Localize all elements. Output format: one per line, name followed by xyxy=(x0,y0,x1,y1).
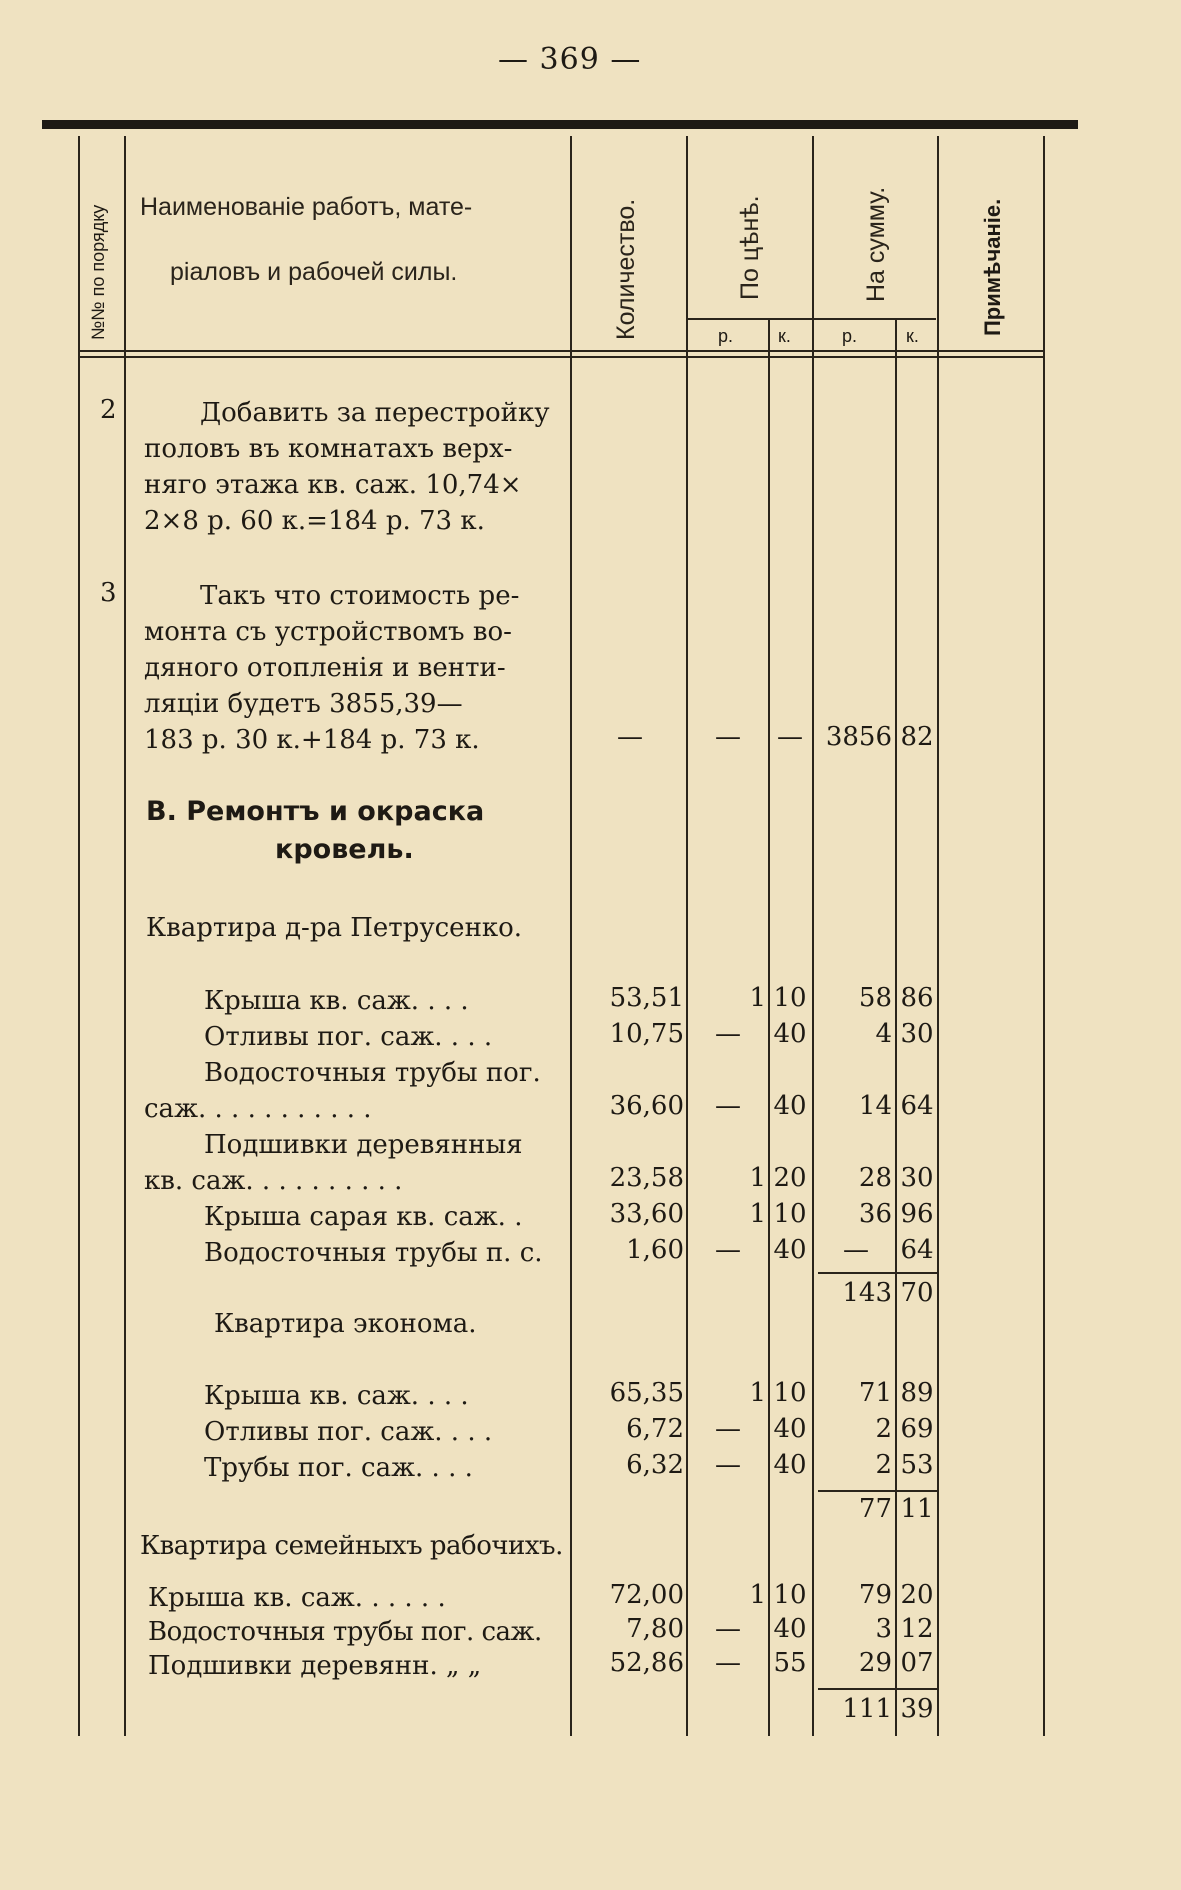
description-line: ляціи будетъ 3855,39— xyxy=(144,689,463,719)
sum-rub-cell: 36 xyxy=(858,1199,892,1229)
price-rub-cell: — xyxy=(715,1091,741,1121)
price-rub-cell: 1 xyxy=(749,1580,766,1610)
sum-kop-cell: 86 xyxy=(900,983,934,1013)
sum-kop-cell: 89 xyxy=(900,1378,934,1408)
item-label: саж. . . . . . . . . . . xyxy=(144,1094,372,1124)
header-sum-kop: к. xyxy=(906,326,919,346)
sum-rub-cell: 28 xyxy=(858,1163,892,1193)
sum-kop-cell: 30 xyxy=(900,1163,934,1193)
header-sum: На сумму. xyxy=(862,186,890,302)
subtotal-rub: 77 xyxy=(858,1494,892,1524)
item-label: Отливы пог. саж. . . . xyxy=(204,1022,493,1052)
page-number: — 369 — xyxy=(498,42,642,77)
price-kop-cell: 20 xyxy=(773,1163,807,1193)
qty-cell: 53,51 xyxy=(609,983,684,1013)
qty-cell: — xyxy=(617,722,643,752)
description-line: няго этажа кв. саж. 10,74× xyxy=(144,470,522,500)
subtotal-rub: 143 xyxy=(842,1278,892,1308)
item-label: Водосточныя трубы пог. xyxy=(204,1058,541,1088)
sum-rub-cell: 29 xyxy=(858,1648,892,1678)
sum-kop-cell: 12 xyxy=(900,1614,934,1644)
sum-kop-cell: 64 xyxy=(900,1091,934,1121)
qty-cell: 6,72 xyxy=(626,1414,684,1444)
header-bottom-rule xyxy=(80,350,1043,352)
desc-col-line xyxy=(570,136,572,1736)
header-price-kop: к. xyxy=(778,326,791,346)
item-label: кв. саж. . . . . . . . . . xyxy=(144,1166,403,1196)
price-rub-cell: — xyxy=(715,1019,741,1049)
description-line: Такъ что стоимость ре- xyxy=(200,581,520,611)
item-label: Крыша кв. саж. . . . . . xyxy=(148,1583,446,1613)
left-border xyxy=(78,136,80,1736)
sum-rub-cell: 2 xyxy=(875,1450,892,1480)
row-number: 3 xyxy=(100,578,117,608)
qty-cell: 36,60 xyxy=(609,1091,684,1121)
sum-kop-cell: 53 xyxy=(900,1450,934,1480)
header-name-line1: Наименованіе работъ, мате- xyxy=(140,193,473,221)
note-col-line xyxy=(1043,136,1045,1736)
sum-rub-cell: 14 xyxy=(858,1091,892,1121)
qty-col-line xyxy=(686,136,688,1736)
price-kop-cell: — xyxy=(777,722,803,752)
item-label: Крыша кв. саж. . . . xyxy=(204,986,469,1016)
sum-rub-cell: — xyxy=(843,1235,869,1265)
subtotal-rule xyxy=(818,1272,937,1274)
sum-rub-cell: 2 xyxy=(875,1414,892,1444)
description-line: монта съ устройствомъ во- xyxy=(144,617,512,647)
sum-rub-cell: 79 xyxy=(858,1580,892,1610)
price-kop-cell: 40 xyxy=(773,1235,807,1265)
price-rub-cell: 1 xyxy=(749,1199,766,1229)
header-name-line2: ріаловъ и рабочей силы. xyxy=(170,258,458,286)
price-kop-cell: 40 xyxy=(773,1019,807,1049)
item-label: Отливы пог. саж. . . . xyxy=(204,1417,493,1447)
sum-kop-cell: 20 xyxy=(900,1580,934,1610)
price-kop-cell: 10 xyxy=(773,1199,807,1229)
price-kop-cell: 10 xyxy=(773,1378,807,1408)
subtotal-rule xyxy=(818,1490,937,1492)
sum-col-line xyxy=(937,136,939,1736)
qty-cell: 1,60 xyxy=(626,1235,684,1265)
qty-cell: 72,00 xyxy=(609,1580,684,1610)
row-number: 2 xyxy=(100,395,117,425)
item-label: Подшивки деревянн. „ „ xyxy=(148,1651,482,1681)
price-rub-cell: — xyxy=(715,1235,741,1265)
top-rule xyxy=(42,120,1078,129)
section-heading: B. Ремонтъ и окраска xyxy=(146,796,485,827)
group-title: Квартира эконома. xyxy=(214,1309,477,1339)
price-kop-cell: 10 xyxy=(773,1580,807,1610)
item-label: Крыша сарая кв. саж. . xyxy=(204,1202,523,1232)
item-label: Трубы пог. саж. . . . xyxy=(204,1453,473,1483)
header-note: Примѣчаніе. xyxy=(980,198,1005,336)
sum-kop-cell: 64 xyxy=(900,1235,934,1265)
price-rub-cell: — xyxy=(715,1614,741,1644)
qty-cell: 65,35 xyxy=(609,1378,684,1408)
price-kop-cell: 55 xyxy=(773,1648,807,1678)
sum-rub-cell: 3 xyxy=(875,1614,892,1644)
sum-kop-cell: 82 xyxy=(900,722,934,752)
header-price-rub: р. xyxy=(718,326,734,346)
sum-kop-cell: 07 xyxy=(900,1648,934,1678)
subtotal-rub: 111 xyxy=(842,1694,892,1724)
qty-cell: 6,32 xyxy=(626,1450,684,1480)
price-rub-cell: — xyxy=(715,722,741,752)
group-title: Квартира д-ра Петрусенко. xyxy=(146,913,523,943)
price-kop-cell: 40 xyxy=(773,1614,807,1644)
qty-cell: 52,86 xyxy=(609,1648,684,1678)
item-label: Водосточныя трубы п. с. xyxy=(204,1238,543,1268)
description-line: 2×8 р. 60 к.=184 р. 73 к. xyxy=(144,506,485,536)
sum-kop-cell: 69 xyxy=(900,1414,934,1444)
sum-rub-cell: 71 xyxy=(858,1378,892,1408)
description-line: 183 р. 30 к.+184 р. 73 к. xyxy=(144,725,480,755)
item-label: Подшивки деревянныя xyxy=(204,1130,523,1160)
price-kop-cell: 10 xyxy=(773,983,807,1013)
description-line: дяного отопленія и венти- xyxy=(144,653,506,683)
subtotal-rule xyxy=(818,1688,937,1690)
group-title: Квартира семейныхъ рабочихъ. xyxy=(140,1531,563,1561)
item-label: Водосточныя трубы пог. саж. xyxy=(148,1617,542,1647)
price-rub-cell: — xyxy=(715,1450,741,1480)
qty-cell: 7,80 xyxy=(626,1614,684,1644)
sum-kop-cell: 96 xyxy=(900,1199,934,1229)
header-order-no: №№ по порядку xyxy=(88,204,108,340)
qty-cell: 10,75 xyxy=(609,1019,684,1049)
sum-kop-cell: 30 xyxy=(900,1019,934,1049)
price-kop-cell: 40 xyxy=(773,1450,807,1480)
price-rub-cell: — xyxy=(715,1414,741,1444)
sum-rub-cell: 4 xyxy=(875,1019,892,1049)
sum-rub-cell: 58 xyxy=(858,983,892,1013)
order-col-line xyxy=(124,136,126,1736)
qty-cell: 33,60 xyxy=(609,1199,684,1229)
description-line: Добавить за перестройку xyxy=(200,398,550,428)
description-line: половъ въ комнатахъ верх- xyxy=(144,434,513,464)
subtotal-kop: 70 xyxy=(900,1278,934,1308)
subtotal-kop: 11 xyxy=(900,1494,934,1524)
price-rub-cell: 1 xyxy=(749,1378,766,1408)
header-price: По цѣнѣ. xyxy=(736,195,764,300)
price-rub-cell: — xyxy=(715,1648,741,1678)
price-kop-cell: 40 xyxy=(773,1414,807,1444)
subtotal-kop: 39 xyxy=(900,1694,934,1724)
header-quantity: Количество. xyxy=(612,198,640,340)
price-rub-cell: 1 xyxy=(749,983,766,1013)
qty-cell: 23,58 xyxy=(609,1163,684,1193)
section-heading: кровель. xyxy=(275,834,414,865)
sum-rub-cell: 3856 xyxy=(825,722,892,752)
price-kop-cell: 40 xyxy=(773,1091,807,1121)
header-sum-rub: р. xyxy=(842,326,858,346)
item-label: Крыша кв. саж. . . . xyxy=(204,1381,469,1411)
price-rub-cell: 1 xyxy=(749,1163,766,1193)
header-bottom-rule-2 xyxy=(80,356,1043,358)
